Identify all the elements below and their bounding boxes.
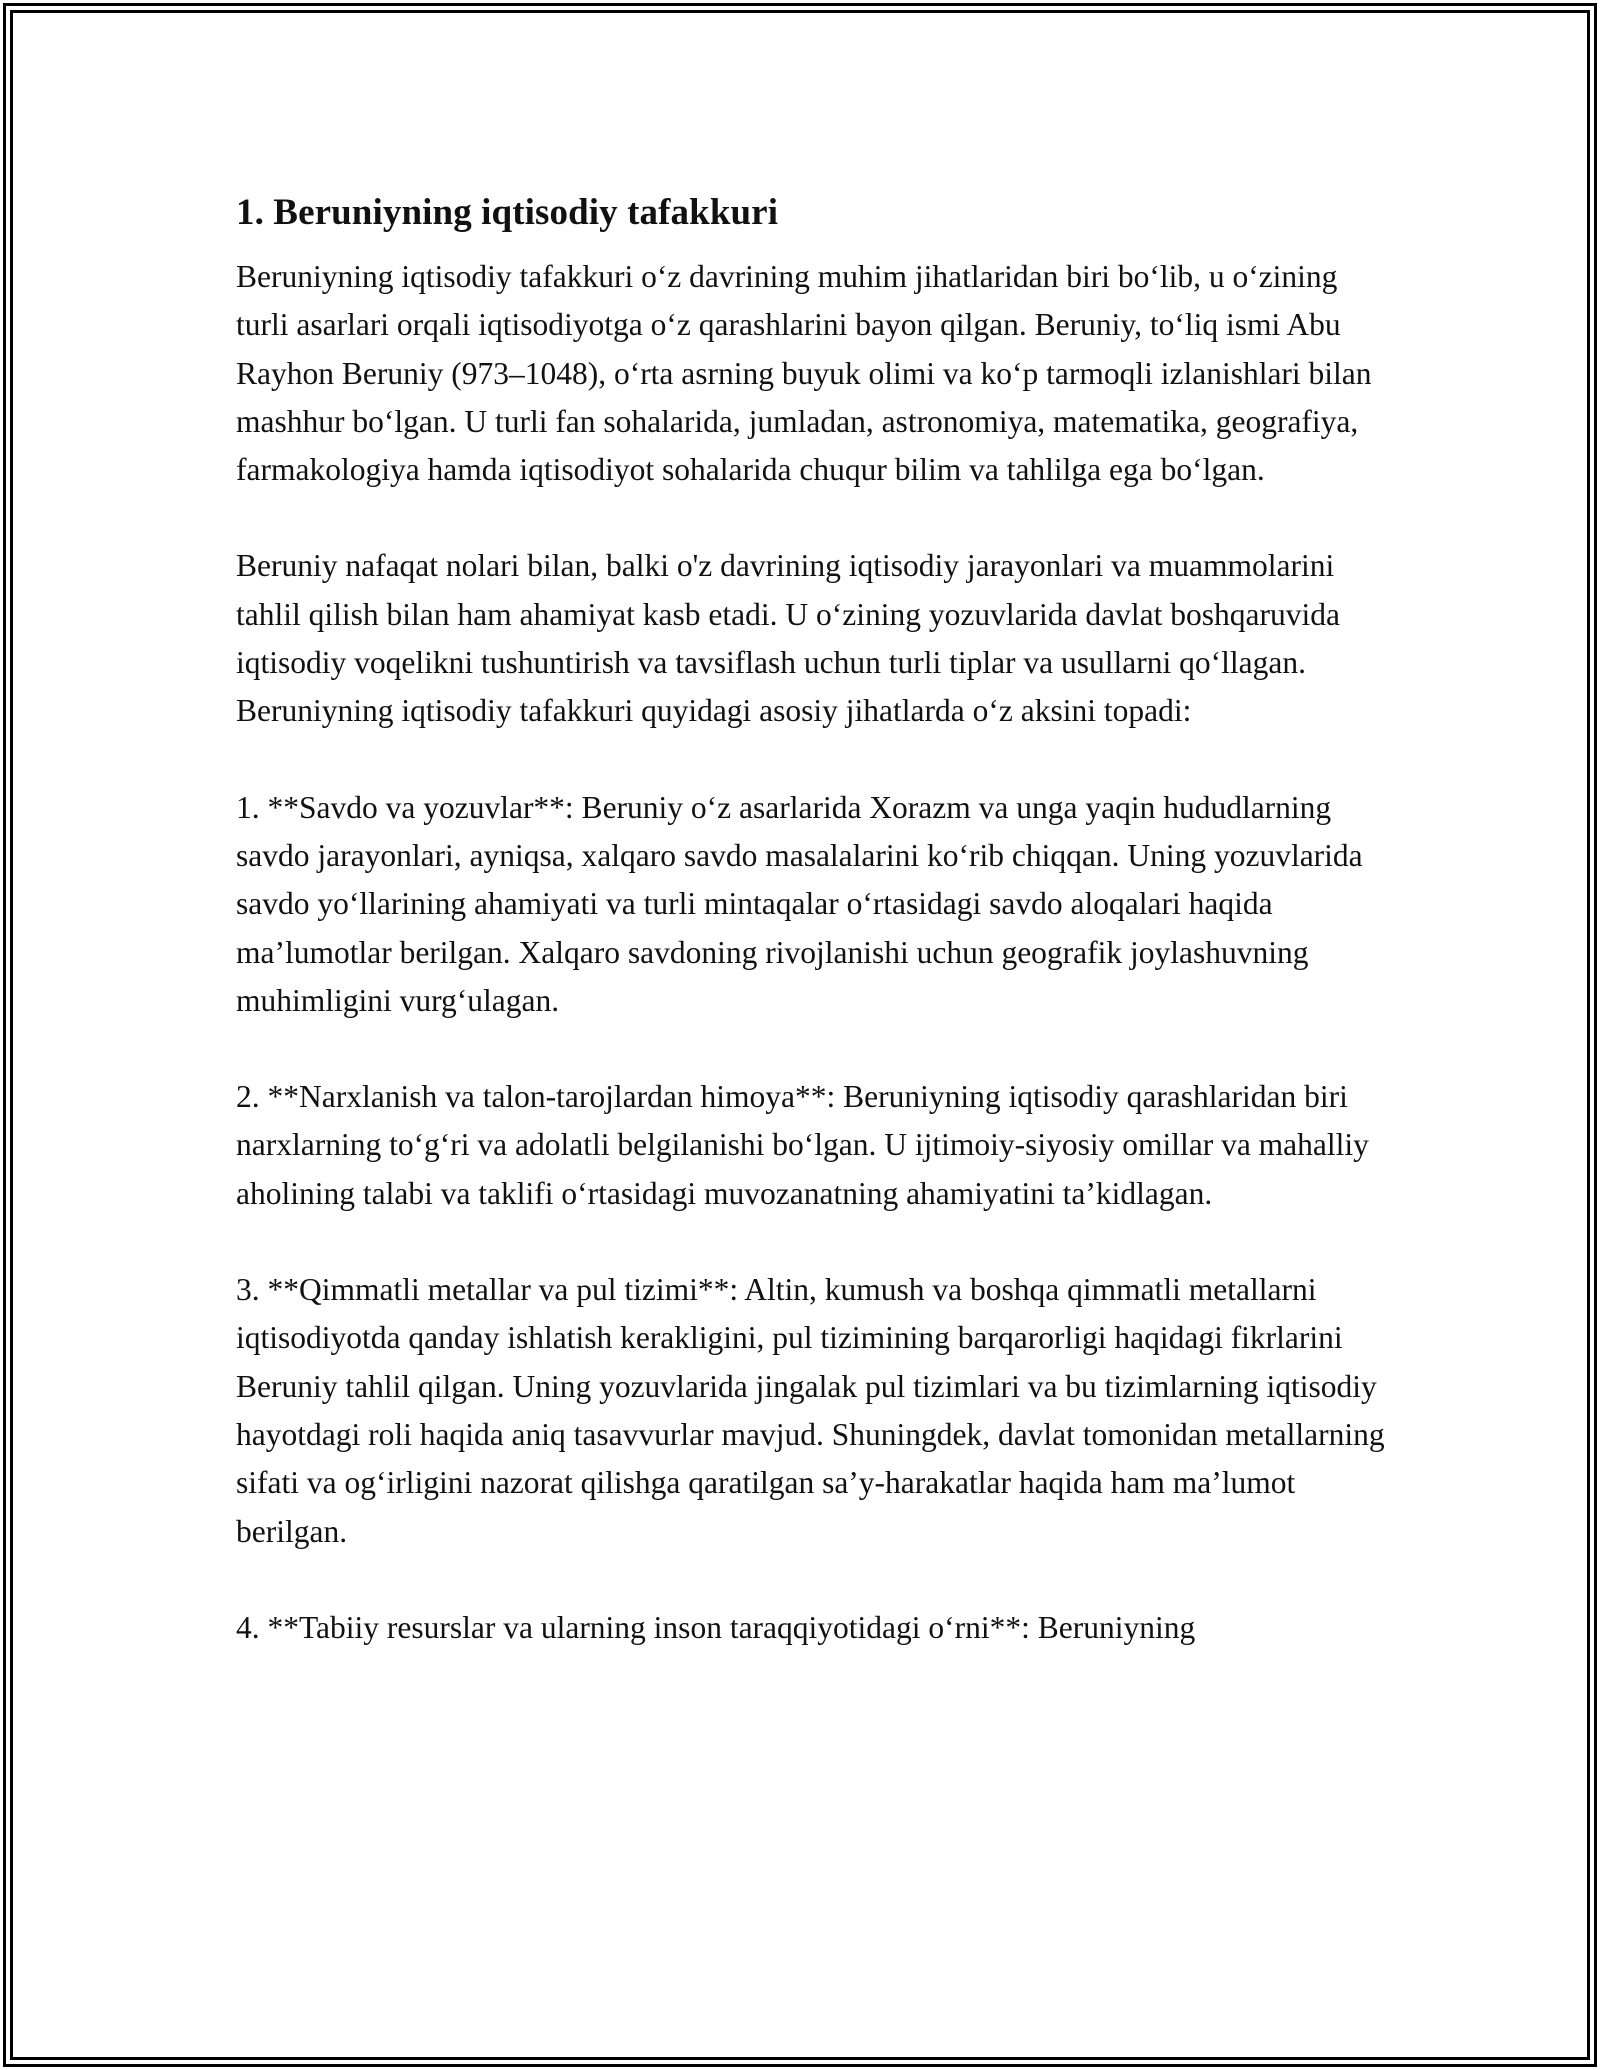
list-item-trade: 1. **Savdo va yozuvlar**: Beruniy o‘z asarlarida Xorazm va unga yaqin hududlarning savdo jarayonlari, ayniqsa, xalqaro savdo masalalarini ko‘rib chiqqan. Uning yozuvlarida savdo yo‘llarining ahamiyati va turli mintaqalar o‘rtasidagi savdo aloqalari haqida ma’lumotlar berilgan. Xalqaro savdoning rivojlanishi uchun geografik joylashuvning muhimligini vurg‘ulagan. (236, 789, 1363, 1018)
list-item-metals: 3. **Qimmatli metallar va pul tizimi**: Altin, kumush va boshqa qimmatli metallarni iqtisodiyotda qanday ishlatish kerakligini, pul tizimining barqarorligi haqidagi fikrlarini Beruniy tahlil qilgan. Uning yozuvlarida jingalak pul tizimlari va bu tizimlarning iqtisodiy hayotdagi roli haqida aniq tasavvurlar mavjud. Shuningdek, davlat tomonidan metallarning sifati va og‘irligini nazorat qilishga qaratilgan sa’y-harakatlar haqida ham ma’lumot berilgan. (236, 1272, 1385, 1549)
document-body (236, 187, 1386, 1652)
paragraph-intro: Beruniyning iqtisodiy tafakkuri o‘z davrining muhim jihatlaridan biri bo‘lib, u o‘zining turli asarlari orqali iqtisodiyotga o‘z qarashlarini bayon qilgan. Beruniy, to‘liq ismi Abu Rayhon Beruniy (973–1048), o‘rta asrning buyuk olimi va ko‘p tarmoqli izlanishlari bilan mashhur bo‘lgan. U turli fan sohalarida, jumladan, astronomiya, matematika, geografiya, farmakologiya hamda iqtisodiyot sohalarida chuqur bilim va tahlilga ega bo‘lgan. (236, 259, 1372, 488)
list-item-pricing: 2. **Narxlanish va talon-tarojlardan himoya**: Beruniyning iqtisodiy qarashlaridan biri narxlarning to‘g‘ri va adolatli belgilanishi bo‘lgan. U ijtimoiy-siyosiy omillar va mahalliy aholining talabi va taklifi o‘rtasidagi muvozanatning ahamiyatini ta’kidlagan. (236, 1079, 1369, 1211)
paragraph-overview: Beruniy nafaqat nolari bilan, balki o'z davrining iqtisodiy jarayonlari va muammolarini tahlil qilish bilan ham ahamiyat kasb etadi. U o‘zining yozuvlarida davlat boshqaruvida iqtisodiy voqelikni tushuntirish va tavsiflash uchun turli tiplar va usullarni qo‘llagan. Beruniyning iqtisodiy tafakkuri quyidagi asosiy jihatlarda o‘z aksini topadi: (236, 548, 1340, 729)
section-heading: 1. Beruniyning iqtisodiy tafakkuri (236, 192, 779, 233)
list-item-resources: 4. **Tabiiy resurslar va ularning inson taraqqiyotidagi o‘rni**: Beruniyning (236, 1609, 1196, 1645)
